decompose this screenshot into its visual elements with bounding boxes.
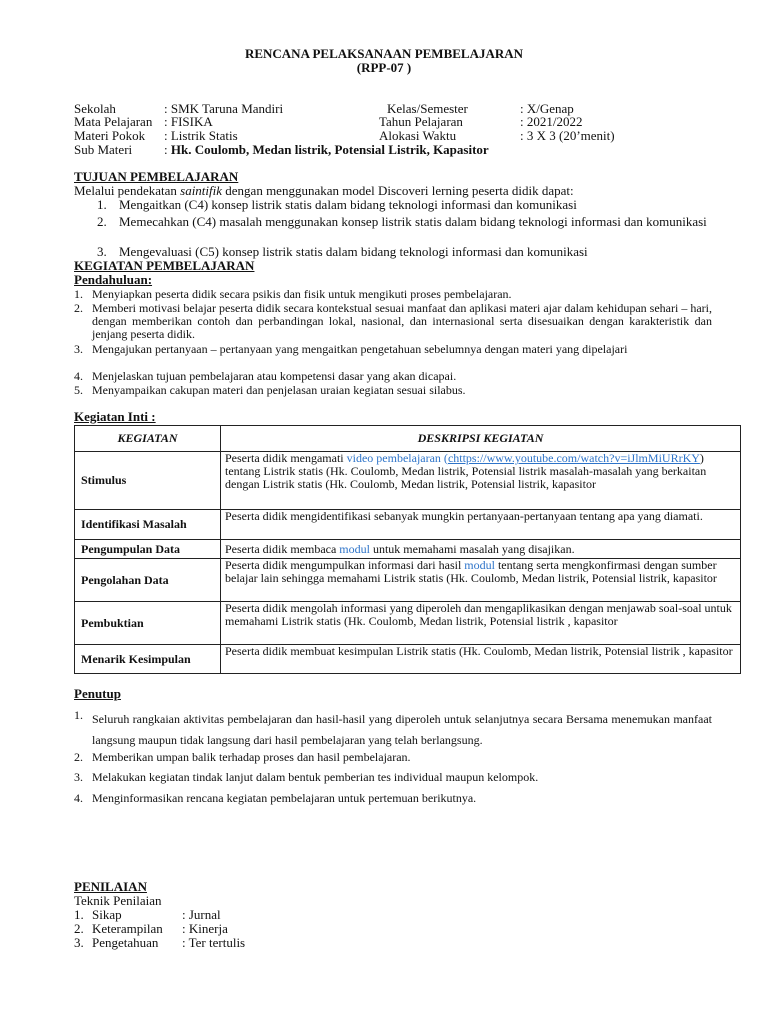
kegiatan-heading: KEGIATAN PEMBELAJARAN	[74, 258, 255, 273]
penutup-num-2: 2.	[74, 750, 83, 764]
pendahuluan-num-1: 1.	[74, 287, 83, 301]
sekolah-value: : SMK Taruna Mandiri	[164, 101, 284, 116]
row-desc-pengumpulan: Peserta didik membaca modul untuk memahami masalah yang disajikan.	[221, 540, 741, 559]
tujuan-heading: TUJUAN PEMBELAJARAN	[74, 169, 239, 184]
penilaian-value-1: : Jurnal	[182, 907, 221, 922]
row-desc-menarik: Peserta didik membuat kesimpulan Listrik statis (Hk. Coulomb, Medan listrik, Potensial listrik , kapasitor	[221, 645, 741, 674]
table-row	[75, 452, 741, 510]
row-label-pengumpulan: Pengumpulan Data	[75, 540, 221, 559]
alokasi-value: : 3 X 3 (20’menit)	[520, 128, 615, 143]
pendahuluan-item-4: Menjelaskan tujuan pembelajaran atau kompetensi dasar yang akan dicapai.	[92, 369, 457, 383]
pendahuluan-num-5: 5.	[74, 383, 83, 397]
penilaian-num-2: 2.	[74, 921, 84, 936]
tujuan-item-2: Memecahkan (C4) masalah menggunakan konsep listrik statis dalam bidang teknologi informasi dan komunikasi	[119, 214, 707, 229]
modul-link[interactable]: modul	[464, 558, 495, 572]
penutup-heading: Penutup	[74, 686, 121, 701]
row-label-menarik: Menarik Kesimpulan	[75, 645, 221, 674]
penilaian-heading: PENILAIAN	[74, 879, 147, 894]
penutup-num-4: 4.	[74, 791, 83, 805]
penutup-num-3: 3.	[74, 770, 83, 784]
row-label-pengolahan: Pengolahan Data	[75, 559, 221, 602]
mapel-label: Mata Pelajaran	[74, 114, 153, 129]
table-row	[75, 510, 741, 540]
row-label-stimulus: Stimulus	[75, 452, 221, 510]
penutup-num-1: 1.	[74, 708, 83, 722]
table-row	[75, 645, 741, 674]
row-desc-pengolahan: Peserta didik mengumpulkan informasi dari hasil modul tentang serta mengkonfirmasi dengan sumber belajar lain sehingga memahami Listrik statis (Hk. Coulomb, Medan listrik, Potensial listrik, kapasitor	[221, 559, 741, 602]
pendahuluan-item-1: Menyiapkan peserta didik secara psikis dan fisik untuk mengikuti proses pembelajaran.	[92, 287, 512, 301]
table-row	[75, 559, 741, 602]
pendahuluan-num-2: 2.	[74, 301, 83, 315]
pendahuluan-heading: Pendahuluan:	[74, 272, 153, 287]
sub-materi-value: : Hk. Coulomb, Medan listrik, Potensial Listrik, Kapasitor	[164, 142, 489, 157]
pendahuluan-num-4: 4.	[74, 369, 83, 383]
pendahuluan-item-5: Menyampaikan cakupan materi dan penjelasan uraian kegiatan sesuai silabus.	[92, 383, 466, 397]
penilaian-num-3: 3.	[74, 935, 84, 950]
penutup-item-4: Menginformasikan rencana kegiatan pembelajaran untuk pertemuan berikutnya.	[92, 791, 477, 805]
video-link-label[interactable]: video pembelajaran (	[346, 451, 448, 465]
penutup-item-2: Memberikan umpan balik terhadap proses dan hasil pembelajaran.	[92, 750, 411, 764]
row-desc-stimulus: Peserta didik mengamati video pembelajaran (chttps://www.youtube.com/watch?v=iJlmMiURrKY) tentang Listrik statis (Hk. Coulomb, Medan listrik, Potensial listrik masalah-masalah yang berkaitan dengan Listrik statis (Hk. Coulomb, Medan listrik, Potensial listrik, kapasitor	[221, 452, 741, 510]
kegiatan-inti-table	[74, 425, 741, 674]
table-row	[75, 602, 741, 645]
tujuan-num-3: 3.	[97, 244, 107, 259]
kelas-label: Kelas/Semester	[387, 101, 468, 116]
alokasi-label: Alokasi Waktu	[379, 128, 457, 143]
materi-label: Materi Pokok	[74, 128, 146, 143]
tujuan-num-1: 1.	[97, 197, 107, 212]
pendahuluan-num-3: 3.	[74, 342, 83, 356]
tujuan-item-1: Mengaitkan (C4) konsep listrik statis dalam bidang teknologi informasi dan komunikasi	[119, 197, 577, 212]
penutup-item-1: Seluruh rangkaian aktivitas pembelajaran dan hasil-hasil yang diperoleh untuk selanjutnya secara Bersama menemukan manfaat langsung maupun tidak langsung dari hasil pembelajaran yang telah berlangsung.	[92, 712, 712, 747]
penilaian-value-2: : Kinerja	[182, 921, 228, 936]
penilaian-label-2: Keterampilan	[92, 921, 163, 936]
header-deskripsi: DESKRIPSI KEGIATAN	[221, 426, 741, 452]
pendahuluan-item-3: Mengajukan pertanyaan – pertanyaan yang mengaitkan pengetahuan sebelumnya dengan materi yang dipelajari	[92, 342, 628, 356]
document-title: RENCANA PELAKSANAAN PEMBELAJARAN	[244, 46, 524, 61]
penilaian-label-3: Pengetahuan	[92, 935, 159, 950]
youtube-link[interactable]: chttps://www.youtube.com/watch?v=iJlmMiURrKY	[447, 451, 700, 465]
document-subtitle: (RPP-07 )	[356, 60, 412, 75]
table-header-row	[75, 426, 741, 452]
row-label-identifikasi: Identifikasi Masalah	[75, 510, 221, 540]
tahun-value: : 2021/2022	[520, 114, 583, 129]
table-row	[75, 540, 741, 559]
modul-link[interactable]: modul	[339, 541, 370, 556]
tahun-label: Tahun Pelajaran	[379, 114, 463, 129]
tujuan-intro: Melalui pendekatan saintifik dengan menggunakan model Discoveri lerning peserta didik dapat:	[74, 183, 574, 198]
penutup-item-3: Melakukan kegiatan tindak lanjut dalam bentuk pemberian tes individual maupun kelompok.	[92, 770, 539, 784]
sekolah-label: Sekolah	[74, 101, 116, 116]
tujuan-item-3: Mengevaluasi (C5) konsep listrik statis dalam bidang teknologi informasi dan komunikasi	[119, 244, 588, 259]
penilaian-label-1: Sikap	[92, 907, 122, 922]
penilaian-num-1: 1.	[74, 907, 84, 922]
tujuan-num-2: 2.	[97, 214, 107, 229]
mapel-value: : FISIKA	[164, 114, 213, 129]
teknik-penilaian-label: Teknik Penilaian	[74, 893, 162, 908]
header-kegiatan: KEGIATAN	[75, 426, 221, 452]
kelas-value: : X/Genap	[520, 101, 574, 116]
penilaian-value-3: : Ter tertulis	[182, 935, 246, 950]
materi-value: : Listrik Statis	[164, 128, 238, 143]
row-desc-identifikasi: Peserta didik mengidentifikasi sebanyak mungkin pertanyaan-pertanyaan tentang apa yang diamati.	[221, 510, 741, 540]
row-label-pembuktian: Pembuktian	[75, 602, 221, 645]
row-desc-pembuktian: Peserta didik mengolah informasi yang diperoleh dan mengaplikasikan dengan menjawab soal-soal untuk memahami Listrik statis (Hk. Coulomb, Medan listrik, Potensial listrik , kapasitor	[221, 602, 741, 645]
kegiatan-inti-heading: Kegiatan Inti :	[74, 409, 156, 424]
sub-materi-label: Sub Materi	[74, 142, 133, 157]
pendahuluan-item-2: Memberi motivasi belajar peserta didik secara kontekstual sesuai manfaat dan aplikasi materi ajar dalam kehidupan sehari – hari, dengan memberikan contoh dan perbandingan lokal, nasional, dan internasional serta disesuaikan dengan karakteristik dan jenjang peserta didik.	[92, 301, 712, 341]
